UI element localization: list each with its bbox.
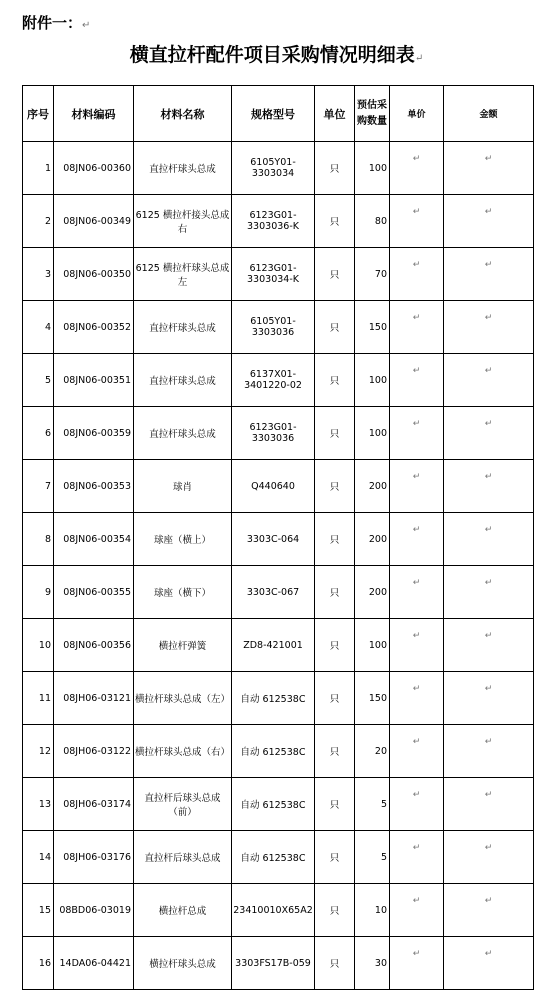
document-title-text: 横直拉杆配件项目采购情况明细表 [129, 44, 415, 66]
cell-amount [444, 831, 534, 884]
paragraph-mark-icon: ↵ [412, 790, 421, 800]
cell-amount [444, 460, 534, 513]
cell-price [390, 937, 444, 990]
cell-qty: 200 [355, 460, 390, 513]
cell-qty: 100 [355, 619, 390, 672]
cell-code: 08JN06-00352 [54, 301, 134, 354]
cell-unit: 只 [315, 354, 355, 407]
cell-name: 直拉杆球头总成 [134, 354, 232, 407]
cell-price [390, 778, 444, 831]
cell-price [390, 195, 444, 248]
table-row [23, 301, 534, 354]
cell-unit: 只 [315, 301, 355, 354]
cell-price [390, 142, 444, 195]
cell-unit: 只 [315, 566, 355, 619]
paragraph-mark-icon: ↵ [412, 737, 421, 747]
cell-amount [444, 407, 534, 460]
cell-spec: 自动 612538C [232, 725, 315, 778]
cell-unit: 只 [315, 725, 355, 778]
cell-name: 横拉杆弹簧 [134, 619, 232, 672]
cell-price [390, 407, 444, 460]
cell-code: 08JN06-00360 [54, 142, 134, 195]
cell-qty: 150 [355, 301, 390, 354]
table-row [23, 407, 534, 460]
cell-name: 直拉杆球头总成 [134, 407, 232, 460]
paragraph-mark-icon: ↵ [484, 525, 493, 535]
procurement-table [22, 85, 534, 990]
cell-qty: 20 [355, 725, 390, 778]
cell-name: 直拉杆球头总成 [134, 142, 232, 195]
paragraph-mark-icon: ↵ [484, 790, 493, 800]
cell-qty: 100 [355, 407, 390, 460]
attachment-label-text: 附件一： [22, 14, 83, 32]
cell-seq: 10 [23, 619, 54, 672]
cell-price [390, 725, 444, 778]
table-header-row [23, 86, 534, 142]
paragraph-mark-icon: ↵ [484, 154, 493, 164]
cell-amount [444, 672, 534, 725]
cell-amount [444, 884, 534, 937]
cell-name: 横拉杆球头总成（右） [134, 725, 232, 778]
cell-amount [444, 937, 534, 990]
cell-code: 08JN06-00355 [54, 566, 134, 619]
cell-amount [444, 248, 534, 301]
table-row [23, 513, 534, 566]
cell-name: 横拉杆总成 [134, 884, 232, 937]
header-code: 材料编码 [54, 86, 134, 142]
cell-amount [444, 142, 534, 195]
cell-qty: 70 [355, 248, 390, 301]
cell-price [390, 248, 444, 301]
cell-unit: 只 [315, 513, 355, 566]
cell-price [390, 672, 444, 725]
paragraph-mark-icon: ↵ [484, 419, 493, 429]
cell-seq: 2 [23, 195, 54, 248]
paragraph-mark-icon: ↵ [484, 896, 493, 906]
cell-name: 横拉杆球头总成（左） [134, 672, 232, 725]
cell-amount [444, 513, 534, 566]
table-row [23, 725, 534, 778]
table-row [23, 778, 534, 831]
table-row [23, 937, 534, 990]
paragraph-mark-icon: ↵ [412, 684, 421, 694]
cell-code: 08JN06-00354 [54, 513, 134, 566]
cell-spec: 3303FS17B-059 [232, 937, 315, 990]
cell-seq: 12 [23, 725, 54, 778]
paragraph-mark-icon: ↵ [412, 260, 421, 270]
cell-amount [444, 301, 534, 354]
cell-price [390, 566, 444, 619]
paragraph-mark-icon: ↵ [412, 154, 421, 164]
cell-spec: 自动 612538C [232, 778, 315, 831]
cell-amount [444, 725, 534, 778]
paragraph-mark-icon: ↵ [484, 313, 493, 323]
cell-code: 08JH06-03174 [54, 778, 134, 831]
header-name: 材料名称 [134, 86, 232, 142]
paragraph-mark-icon: ↵ [82, 20, 91, 31]
cell-qty: 5 [355, 778, 390, 831]
cell-seq: 3 [23, 248, 54, 301]
table-row [23, 142, 534, 195]
cell-spec: 自动 612538C [232, 672, 315, 725]
paragraph-mark-icon: ↵ [484, 578, 493, 588]
cell-name: 直拉杆后球头总成 [134, 831, 232, 884]
paragraph-mark-icon: ↵ [412, 207, 421, 217]
cell-name: 6125 横拉杆球头总成左 [134, 248, 232, 301]
table-row [23, 248, 534, 301]
table-row [23, 884, 534, 937]
cell-code: 08JN06-00350 [54, 248, 134, 301]
cell-price [390, 619, 444, 672]
cell-seq: 1 [23, 142, 54, 195]
cell-code: 14DA06-04421 [54, 937, 134, 990]
cell-price [390, 301, 444, 354]
table-row [23, 831, 534, 884]
cell-seq: 14 [23, 831, 54, 884]
cell-spec: 6123G01-3303034-K [232, 248, 315, 301]
cell-seq: 9 [23, 566, 54, 619]
cell-spec: 6105Y01-3303036 [232, 301, 315, 354]
cell-unit: 只 [315, 407, 355, 460]
cell-spec: 23410010X65A2 [232, 884, 315, 937]
cell-name: 6125 横拉杆接头总成右 [134, 195, 232, 248]
cell-code: 08BD06-03019 [54, 884, 134, 937]
cell-seq: 13 [23, 778, 54, 831]
paragraph-mark-icon: ↵ [412, 313, 421, 323]
cell-amount [444, 354, 534, 407]
cell-unit: 只 [315, 248, 355, 301]
paragraph-mark-icon: ↵ [412, 366, 421, 376]
cell-seq: 5 [23, 354, 54, 407]
cell-spec: 3303C-067 [232, 566, 315, 619]
cell-code: 08JH06-03121 [54, 672, 134, 725]
cell-spec: 3303C-064 [232, 513, 315, 566]
cell-amount [444, 778, 534, 831]
table-row [23, 354, 534, 407]
cell-unit: 只 [315, 672, 355, 725]
cell-qty: 150 [355, 672, 390, 725]
cell-code: 08JN06-00356 [54, 619, 134, 672]
paragraph-mark-icon: ↵ [484, 949, 493, 959]
header-unit: 单位 [315, 86, 355, 142]
cell-unit: 只 [315, 142, 355, 195]
cell-price [390, 354, 444, 407]
cell-spec: 6123G01-3303036-K [232, 195, 315, 248]
paragraph-mark-icon: ↵ [412, 578, 421, 588]
cell-name: 横拉杆球头总成 [134, 937, 232, 990]
cell-name: 直拉杆后球头总成（前） [134, 778, 232, 831]
cell-seq: 8 [23, 513, 54, 566]
cell-unit: 只 [315, 195, 355, 248]
cell-name: 球座（横上） [134, 513, 232, 566]
table-row [23, 619, 534, 672]
cell-qty: 5 [355, 831, 390, 884]
cell-spec: ZD8-421001 [232, 619, 315, 672]
header-qty: 预估采购数量 [355, 86, 390, 142]
paragraph-mark-icon: ↵ [412, 419, 421, 429]
table-row [23, 672, 534, 725]
cell-spec: Q440640 [232, 460, 315, 513]
document-title [0, 40, 553, 67]
header-seq: 序号 [23, 86, 54, 142]
paragraph-mark-icon: ↵ [412, 525, 421, 535]
cell-spec: 6123G01-3303036 [232, 407, 315, 460]
paragraph-mark-icon: ↵ [412, 843, 421, 853]
cell-unit: 只 [315, 831, 355, 884]
cell-qty: 30 [355, 937, 390, 990]
cell-code: 08JH06-03122 [54, 725, 134, 778]
paragraph-mark-icon: ↵ [484, 472, 493, 482]
cell-qty: 80 [355, 195, 390, 248]
cell-seq: 15 [23, 884, 54, 937]
cell-spec: 6105Y01-3303034 [232, 142, 315, 195]
cell-name: 球肖 [134, 460, 232, 513]
cell-qty: 10 [355, 884, 390, 937]
header-amount: 金额 [444, 86, 534, 142]
cell-unit: 只 [315, 460, 355, 513]
cell-spec: 6137X01-3401220-02 [232, 354, 315, 407]
cell-amount [444, 619, 534, 672]
paragraph-mark-icon: ↵ [412, 472, 421, 482]
cell-code: 08JN06-00351 [54, 354, 134, 407]
cell-price [390, 831, 444, 884]
paragraph-mark-icon: ↵ [484, 631, 493, 641]
cell-seq: 4 [23, 301, 54, 354]
cell-seq: 11 [23, 672, 54, 725]
cell-qty: 200 [355, 566, 390, 619]
cell-amount [444, 195, 534, 248]
cell-amount [444, 566, 534, 619]
cell-name: 球座（横下） [134, 566, 232, 619]
paragraph-mark-icon: ↵ [412, 631, 421, 641]
cell-price [390, 460, 444, 513]
paragraph-mark-icon: ↵ [414, 53, 424, 64]
cell-unit: 只 [315, 937, 355, 990]
cell-unit: 只 [315, 619, 355, 672]
paragraph-mark-icon: ↵ [484, 737, 493, 747]
table-row [23, 195, 534, 248]
paragraph-mark-icon: ↵ [484, 366, 493, 376]
paragraph-mark-icon: ↵ [484, 260, 493, 270]
cell-code: 08JN06-00349 [54, 195, 134, 248]
paragraph-mark-icon: ↵ [484, 684, 493, 694]
paragraph-mark-icon: ↵ [412, 896, 421, 906]
cell-price [390, 513, 444, 566]
header-spec: 规格型号 [232, 86, 315, 142]
cell-seq: 6 [23, 407, 54, 460]
paragraph-mark-icon: ↵ [484, 843, 493, 853]
cell-price [390, 884, 444, 937]
cell-code: 08JH06-03176 [54, 831, 134, 884]
cell-unit: 只 [315, 778, 355, 831]
paragraph-mark-icon: ↵ [412, 949, 421, 959]
table-row [23, 566, 534, 619]
attachment-label [22, 12, 90, 33]
cell-qty: 100 [355, 142, 390, 195]
header-price: 单价 [390, 86, 444, 142]
cell-qty: 200 [355, 513, 390, 566]
paragraph-mark-icon: ↵ [484, 207, 493, 217]
cell-name: 直拉杆球头总成 [134, 301, 232, 354]
cell-spec: 自动 612538C [232, 831, 315, 884]
cell-seq: 7 [23, 460, 54, 513]
cell-code: 08JN06-00359 [54, 407, 134, 460]
cell-seq: 16 [23, 937, 54, 990]
cell-qty: 100 [355, 354, 390, 407]
cell-code: 08JN06-00353 [54, 460, 134, 513]
table-row [23, 460, 534, 513]
cell-unit: 只 [315, 884, 355, 937]
